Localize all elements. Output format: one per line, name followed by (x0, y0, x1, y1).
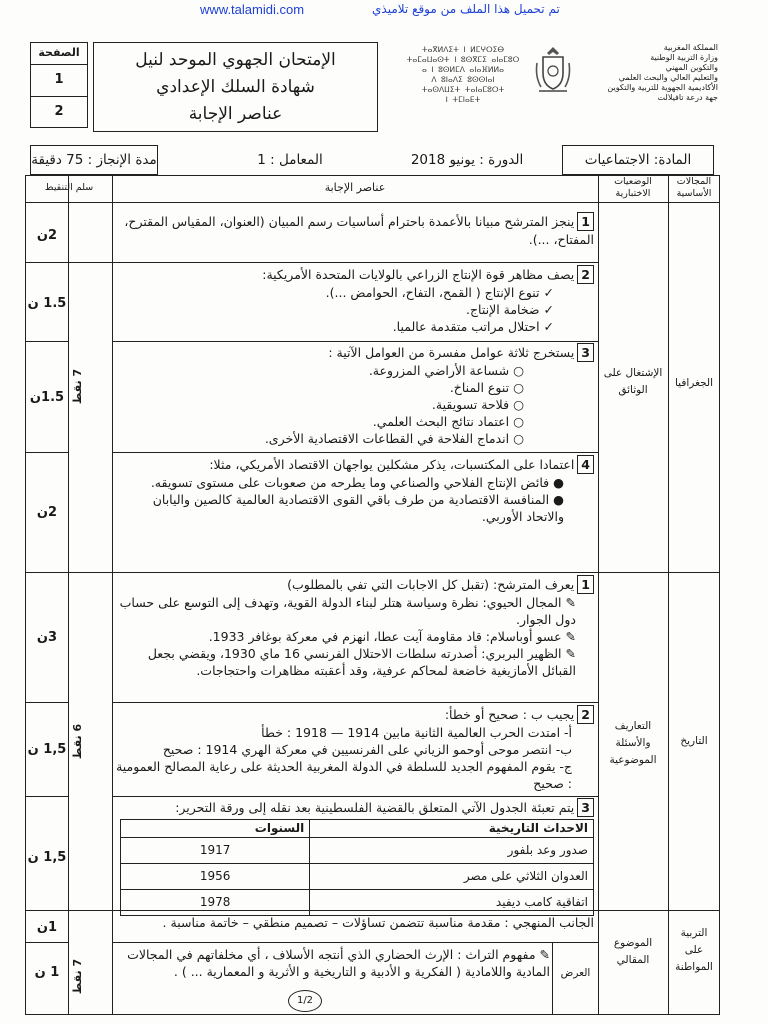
table-row (121, 864, 594, 890)
bullet-circle-icon: ○ (509, 363, 524, 378)
ministry-line: والتعليم العالي والبحث العلمي (618, 73, 718, 82)
answer-text: يتم تعبئة الجدول الآتي المتعلق بالقضية الفلسطينية بعد نقله إلى ورقة التحرير: (175, 800, 575, 815)
answer-item: تنوع المناخ. (449, 380, 510, 395)
year-cell: 1978 (121, 890, 310, 916)
answer-item: فلاحة تسويقية. (431, 397, 510, 412)
source-url[interactable]: www.talamidi.com (200, 2, 305, 17)
table-rule (25, 202, 720, 203)
essay-heritage (116, 946, 550, 980)
ministry-line: المملكة المغربية (663, 43, 718, 52)
exam-title-line-3: عناصر الإجابة (188, 104, 283, 124)
table-rule (25, 942, 69, 943)
table-rule (112, 262, 598, 263)
header-domains: المجالات الأساسية (676, 176, 712, 199)
header-elements: عناصر الإجابة (324, 181, 386, 194)
answer-item: تنوع الإنتاج ( القمح، التفاح، الحوامض ...). (325, 285, 540, 300)
table-rule (25, 572, 720, 573)
answer-item: اندماج الفلاحة في القطاعات الاقتصادية الأخرى. (264, 431, 510, 446)
source-note[interactable]: تم تحميل هذا الملف من موقع تلاميذي (372, 2, 560, 16)
answer-item: أ- امتدت الحرب العالمية الثانية مابين 1914 — 1918 : خطأ (261, 725, 572, 740)
exam-title-box (93, 42, 378, 132)
answer-text: يصف مظاهر قوة الإنتاج الزراعي بالولايات المتحدة الأمريكية: (262, 267, 575, 282)
group-points-history: 6 نقط (71, 723, 85, 760)
answer-item: الظهير البربري: أصدرته سلطات الاحتلال الفرنسي 16 ماي 1930، ويقضي بجعل القبائل الأمازيغية خاضعة لمحاكم عرفية، وقد أعقبته مظاهرات واحتجاجات. (147, 646, 576, 678)
tifinagh-line: ⵜⴰⵙⴷⵡⵉⵜ ⵜⴰⵏⴰⵎⵓⵔⵜ (421, 85, 505, 94)
group-points-essay: 7 نقط (71, 958, 85, 995)
answer-item: المنافسة الاقتصادية من طرف باقي القوى الاقتصادية العالمية كالصين واليابان والاتحاد الأوربي. (152, 492, 564, 524)
score-e1: 1ن (36, 920, 58, 935)
pencil-icon: ✎ (561, 646, 576, 661)
score-g4: 2ن (36, 505, 58, 520)
year-cell: 1917 (121, 838, 310, 864)
page-box (30, 42, 88, 128)
score-h1: 3ن (36, 630, 58, 645)
table-rule (25, 796, 69, 797)
question-number: 2 (577, 705, 594, 724)
geo-answer-3 (116, 343, 594, 447)
check-icon: ✓ (539, 319, 554, 334)
table-rule (112, 341, 598, 342)
tifinagh-header (398, 45, 528, 105)
domain-civic: التربية على المواطنة (675, 927, 713, 973)
group-points-geography: 7 نقط (71, 368, 85, 405)
palestine-events-table (120, 819, 594, 916)
bullet-dot-icon: ● (549, 492, 564, 507)
table-rule (25, 341, 69, 342)
answer-item: شساعة الأراضي المزروعة. (368, 363, 510, 378)
duration-box: مدة الإنجاز : 75 دقيقة (30, 145, 158, 175)
table-rule (112, 942, 598, 943)
answer-item: احتلال مراتب متقدمة عالميا. (392, 319, 540, 334)
tifinagh-line: ⵏ ⵜⵎⵏⴰⴹⵜ (445, 95, 481, 104)
question-number: 2 (577, 265, 594, 284)
table-row (121, 838, 594, 864)
answer-item: ج- يقوم المفهوم الجديد للسلطة في الدولة المغربية الحديثة على رعاية المصالح العمومية : صحيح (116, 759, 572, 791)
bullet-circle-icon: ○ (509, 414, 524, 429)
bullet-circle-icon: ○ (509, 397, 524, 412)
score-g1: 2ن (36, 228, 58, 243)
table-divider (68, 175, 69, 1015)
table-rule (112, 796, 598, 797)
year-cell: 1956 (121, 864, 310, 890)
pencil-icon: ✎ (561, 629, 576, 644)
answer-text: يعرف المترشح: (تقبل كل الاجابات التي تفي بالمطلوب) (287, 577, 575, 592)
ministry-header (578, 43, 718, 103)
page-number: 1/2 (288, 990, 322, 1012)
answer-text: مفهوم التراث : الإرث الحضاري الذي أنتجه الأسلاف ، أي مخلفاتهم في المجالات المادية واللامادية ( الفكرية و الأدبية و التاريخية و الأثرية و المعمارية ... ) . (127, 947, 550, 979)
ministry-line: جهة درعة تافيلالت (657, 93, 718, 102)
answer-text: ينجز المترشح مبيانا بالأعمدة باحترام أساسيات رسم المبيان (العنوان، المقياس المقترح، المفتاح، ...). (124, 214, 594, 247)
history-answer-2 (116, 705, 594, 792)
answer-item: اعتماد نتائج البحث العلمي. (372, 414, 510, 429)
question-number: 1 (577, 575, 594, 594)
table-divider (668, 175, 669, 1015)
answer-item: ضخامة الإنتاج. (465, 302, 540, 317)
pencil-icon: ✎ (535, 947, 550, 962)
tifinagh-line: ⴷ ⵓⵏⴰⴷⵉ ⵓⵙⵙⵏⴰⵏ (431, 75, 495, 84)
score-g2: 1.5 ن (27, 296, 67, 311)
pencil-icon: ✎ (561, 595, 576, 610)
event-cell: صدور وعد بلفور (310, 838, 594, 864)
table-rule (112, 702, 598, 703)
check-icon: ✓ (539, 302, 554, 317)
answer-item: عسو أوباسلام: قاد مقاومة آيت عطا، انهزم في معركة بوغافر 1933. (208, 629, 562, 644)
ministry-line: الأكاديمية الجهوية للتربية والتكوين (607, 83, 718, 92)
tifinagh-line: ⵜⴰⴳⵍⴷⵉⵜ ⵏ ⵍⵎⵖⵔⵉⴱ (421, 45, 505, 54)
table-row (121, 890, 594, 916)
subject-box: المادة: الاجتماعيات (562, 145, 714, 175)
score-h3: 1,5 ن (27, 850, 67, 865)
bullet-circle-icon: ○ (509, 431, 524, 446)
question-number: 3 (577, 798, 594, 817)
geo-answer-4 (116, 455, 594, 525)
col-events: الاحداث التاريخية (310, 820, 594, 838)
table-divider (598, 175, 599, 1015)
domain-history: التاريخ (680, 735, 708, 747)
geo-answer-1 (116, 212, 594, 248)
domain-geography: الجغرافيا (674, 377, 714, 389)
answer-item: ب- انتصر موحى أوحمو الزياني على الفرنسيين في معركة الهري 1914 : صحيح (162, 742, 572, 757)
exam-title-line-2: شهادة السلك الإعدادي (156, 77, 315, 97)
table-rule (25, 452, 69, 453)
history-answer-1 (116, 575, 594, 679)
table-rule (25, 702, 69, 703)
table-rule (25, 262, 113, 263)
header-situations: الوضعيات الاختبارية (614, 176, 652, 199)
score-g3: 1.5ن (29, 390, 65, 405)
situation-presentation: العرض (560, 967, 591, 979)
situation-definitions: التعاريف والأسئلة الموضوعية (609, 720, 657, 766)
col-years: السنوات (121, 820, 310, 838)
bullet-dot-icon: ● (549, 475, 564, 490)
table-rule (112, 452, 598, 453)
moroccan-crest-icon (533, 43, 573, 95)
answer-text: يستخرج ثلاثة عوامل مفسرة من العوامل الآتية : (328, 345, 575, 360)
ministry-line: والتكوين المهني (665, 63, 718, 72)
score-e2: 1 ن (34, 965, 60, 980)
exam-title-line-1: الإمتحان الجهوي الموحد لنيل (135, 50, 336, 70)
coefficient-label: المعامل : 1 (257, 152, 323, 168)
answer-item: فائض الإنتاج الفلاحي والصناعي وما يطرحه من صعوبات على مستوى تسويقه. (150, 475, 550, 490)
check-icon: ✓ (539, 285, 554, 300)
situation-documents: الإشتغال على الوثائق (603, 367, 663, 396)
answer-text: يجيب ب : صحيح أو خطأ: (444, 707, 575, 722)
question-number: 4 (577, 455, 594, 474)
session-label: الدورة : يونيو 2018 (410, 152, 524, 168)
page-label: الصفحة (31, 43, 87, 65)
score-h2: 1,5 ن (27, 742, 67, 757)
history-answer-3 (116, 798, 594, 916)
geo-answer-2 (116, 265, 594, 335)
table-divider (112, 175, 113, 1015)
header-scale: سلم التنقيط (44, 182, 94, 193)
situation-essay: الموضوع المقالي (613, 937, 653, 966)
event-cell: العدوان الثلاثي على مصر (310, 864, 594, 890)
answer-item: المجال الحيوي: نظرة وسياسة هتلر لبناء الدولة القوية، وتهدف إلى التوسع على حساب دول الجوار. (119, 595, 576, 627)
page-current: 1 (31, 65, 87, 97)
event-cell: اتفاقية كامب ديفيد (310, 890, 594, 916)
answer-text: اعتمادا على المكتسبات، يذكر مشكلين يواجهان الاقتصاد الأمريكي، مثلا: (209, 457, 575, 472)
essay-method: الجانب المنهجي : مقدمة مناسبة تتضمن تساؤلات – تصميم منطقي – خاتمة مناسبة . (162, 915, 594, 930)
question-number: 1 (577, 212, 594, 231)
question-number: 3 (577, 343, 594, 362)
page-total: 2 (54, 104, 64, 119)
bullet-circle-icon: ○ (509, 380, 524, 395)
tifinagh-line: ⴰ ⵏ ⵓⵙⵍⵎⴷ ⴰⵏⴰⴼⵍⵍⴰ (422, 65, 504, 74)
tifinagh-line: ⵜⴰⵎⴰⵡⴰⵙⵜ ⵏ ⵓⵙⴳⵎⵉ ⴰⵏⴰⵎⵓⵔ (406, 55, 520, 64)
ministry-line: وزارة التربية الوطنية (650, 53, 718, 62)
